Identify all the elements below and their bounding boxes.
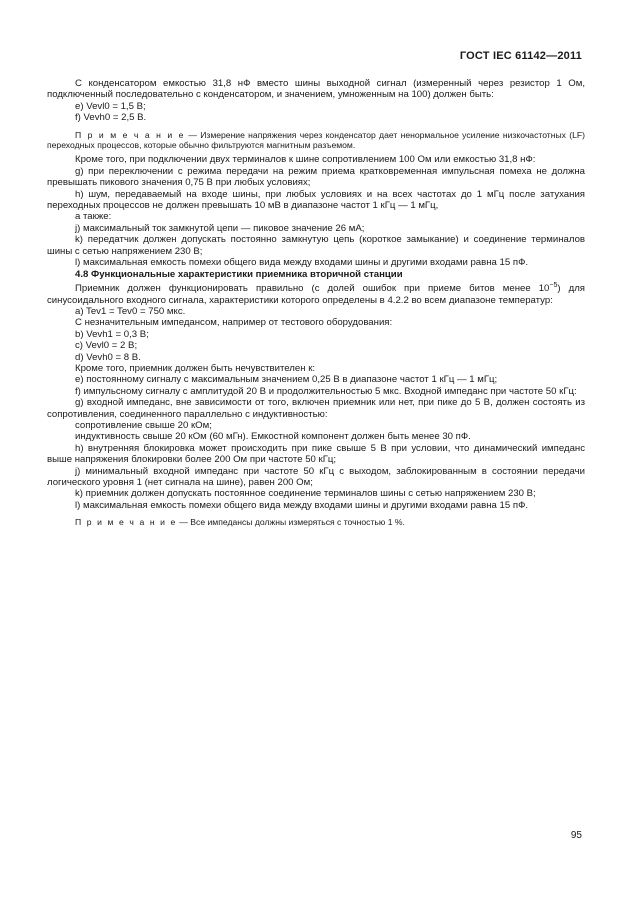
paragraph: С конденсатором емкостью 31,8 нФ вместо шины выходной сигнал (измеренный через резистор 1 Ом, подключенный последовательно с конденсатором, и значением, умноженным на 100) должен быть: <box>47 78 585 101</box>
list-item: h) внутренняя блокировка может происходить при пике свыше 5 В при условии, что динамический импеданс выше напряжения блокировки более 200 Ом при частоте 50 кГц; <box>47 442 585 466</box>
note-text: — Все импедансы должны измеряться с точностью 1 %. <box>176 517 405 528</box>
list-item: f) Vevh0 = 2,5 В. <box>75 112 147 124</box>
list-item: g) при переключении с режима передачи на режим приема кратковременная импульсная помеха не должна превышать пикового значения 0,75 В при любых условиях; <box>47 165 585 189</box>
list-item: e) постоянному сигналу с максимальным значением 0,25 В в диапазоне частот 1 кГц — 1 мГц; <box>75 374 498 386</box>
section-heading: 4.8 Функциональные характеристики приемника вторичной станции <box>75 268 403 280</box>
list-item: b) Vevh1 = 0,3 В; <box>75 328 149 340</box>
paragraph-text: Приемник должен функционировать правильно (с долей ошибок при приеме битов менее 10 <box>75 283 550 295</box>
list-item: j) минимальный входной импеданс при частоте 50 кГц с выходом, заблокированным в состоянии передачи логического уровня 1 (нет сигнала на шине), равен 200 Ом; <box>47 465 585 488</box>
page-body <box>47 78 585 532</box>
paragraph: С незначительным импедансом, например от тестового оборудования: <box>75 317 393 329</box>
note-label: П р и м е ч а н и е <box>75 517 177 528</box>
list-item: j) максимальный ток замкнутой цепи — пиковое значение 26 мА; <box>75 222 365 234</box>
note <box>47 517 585 527</box>
page-number: 95 <box>570 830 582 841</box>
list-item: f) импульсному сигналу с амплитудой 20 В и продолжительностью 5 мкс. Входной импеданс при частоте 50 кГц: <box>75 385 577 397</box>
note-text: — Измерение напряжения через конденсатор дает ненормальное усиление низкочастотных (LF) переходных процессов, которые обычно фильтруются магнитным разъемом. <box>47 129 585 151</box>
paragraph: индуктивность свыше 20 кОм (60 мГн). Емкостной компонент должен быть менее 30 пФ. <box>75 431 471 443</box>
note <box>47 130 585 151</box>
paragraph: а также: <box>75 211 112 223</box>
list-item: k) передатчик должен допускать постоянно замкнутую цепь (короткое замыкание) и соединение терминалов шины с сетью напряжением 230 В; <box>47 234 585 257</box>
list-item: d) Vevh0 = 8 В. <box>75 351 141 363</box>
list-item: c) Vevl0 = 2 В; <box>75 340 138 352</box>
paragraph-text: ) для синусоидального входного сигнала, характеристики которого определены в 4.2.2 во всем диапазоне температур: <box>47 283 585 306</box>
list-item: l) максимальная емкость помехи общего вида между входами шины и другими входами равна 15 пФ. <box>75 499 529 511</box>
list-item: l) максимальная емкость помехи общего вида между входами шины и другими входами равна 15 пФ. <box>75 257 529 269</box>
document-header: ГОСТ IEC 61142—2011 <box>459 50 582 62</box>
list-item: a) Tev1 = Tev0 = 750 мкс. <box>75 305 186 317</box>
list-item: h) шум, передаваемый на входе шины, при любых условиях и на всех частотах до 1 мГц после затухания переходных процессов не должен превышать 10 мВ в диапазоне частот 1 кГц — 1 мГц, <box>47 188 585 212</box>
list-item: e) Vevl0 = 1,5 В; <box>75 100 146 112</box>
paragraph: Кроме того, при подключении двух терминалов к шине сопротивлением 100 Ом или емкостью 31,8 нФ: <box>75 154 536 166</box>
note-label: П р и м е ч а н и е <box>75 129 186 140</box>
paragraph: сопротивление свыше 20 кОм; <box>75 419 212 431</box>
paragraph <box>47 280 585 306</box>
list-item: g) входной импеданс, вне зависимости от того, включен приемник или нет, при пике до 5 В, должен состоять из сопротивления, соединенного параллельно с индуктивностью: <box>47 397 585 420</box>
exponent: −5 <box>549 281 558 289</box>
paragraph: Кроме того, приемник должен быть нечувствителен к: <box>75 362 316 374</box>
list-item: k) приемник должен допускать постоянное соединение терминалов шины с сетью напряжением 230 В; <box>75 488 536 500</box>
